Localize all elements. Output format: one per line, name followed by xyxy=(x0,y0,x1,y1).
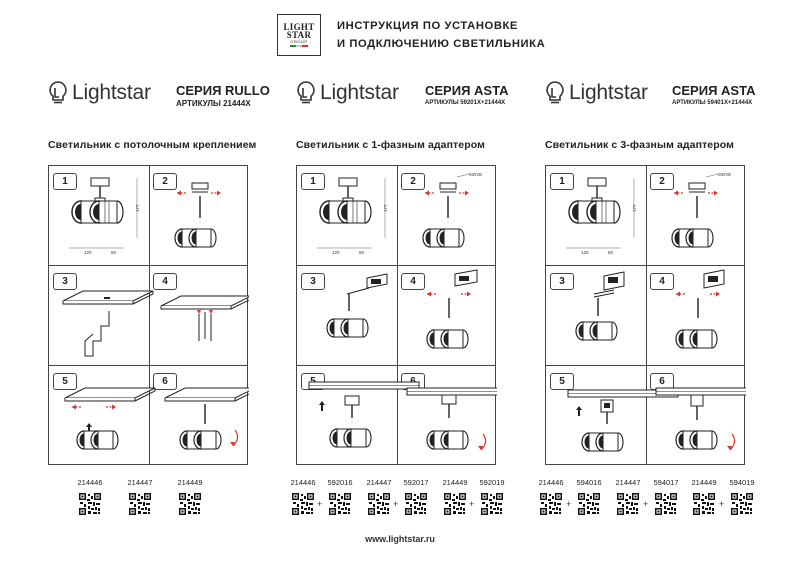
section-title-col1: Светильник с потолочным креплением xyxy=(48,139,257,151)
installation-diagrams xyxy=(297,166,497,466)
qr-code-icon[interactable] xyxy=(481,493,503,515)
series-title-col3: СЕРИЯ ASTA xyxy=(672,83,756,98)
step-badge: 1 xyxy=(301,173,325,190)
article-code: 214449 xyxy=(442,478,468,487)
articles-col3: АРТИКУЛЫ 59401X+21444X xyxy=(672,100,753,106)
lightstar-group-logo xyxy=(277,14,321,56)
move-label: MOVE xyxy=(469,172,483,177)
brand-name: Lightstar xyxy=(569,81,648,104)
instruction-grid-col1 xyxy=(48,165,248,465)
brand-logo-col2 xyxy=(296,80,399,106)
plus-sign: + xyxy=(469,499,475,509)
doc-title-line2: И ПОДКЛЮЧЕНИЮ СВЕТИЛЬНИКА xyxy=(337,38,546,50)
article-code: 214449 xyxy=(691,478,717,487)
qr-code-icon[interactable] xyxy=(329,493,351,515)
qr-code-icon[interactable] xyxy=(368,493,390,515)
plus-sign: + xyxy=(393,499,399,509)
article-code: 594016 xyxy=(576,478,602,487)
step-badge: 5 xyxy=(53,373,77,390)
qr-code-icon[interactable] xyxy=(693,493,715,515)
qr-code-icon[interactable] xyxy=(405,493,427,515)
instruction-grid-col3 xyxy=(545,165,745,465)
article-code: 214446 xyxy=(538,478,564,487)
qr-code-icon[interactable] xyxy=(179,493,201,515)
qr-code-icon[interactable] xyxy=(655,493,677,515)
move-label: MOVE xyxy=(718,172,732,177)
article-code: 592017 xyxy=(403,478,429,487)
svg-text:120: 120 xyxy=(581,250,589,255)
article-code: 592019 xyxy=(479,478,505,487)
article-code: 214447 xyxy=(615,478,641,487)
qr-code-icon[interactable] xyxy=(79,493,101,515)
bulb-icon xyxy=(48,80,68,106)
step-badge: 2 xyxy=(153,173,177,190)
articles-col1: АРТИКУЛЫ 21444X xyxy=(176,99,251,108)
brand-logo-col3 xyxy=(545,80,648,106)
article-code: 592016 xyxy=(327,478,353,487)
italian-flag-icon xyxy=(290,45,308,47)
article-code: 594019 xyxy=(729,478,755,487)
logo-text-light: LIGHT xyxy=(283,22,315,32)
svg-text:60: 60 xyxy=(359,250,365,255)
step-badge: 6 xyxy=(650,373,674,390)
step-badge: 2 xyxy=(401,173,425,190)
qr-code-icon[interactable] xyxy=(578,493,600,515)
step-badge: 4 xyxy=(401,273,425,290)
plus-sign: + xyxy=(317,499,323,509)
doc-title-line1: ИНСТРУКЦИЯ ПО УСТАНОВКЕ xyxy=(337,20,518,32)
logo-text-group: GROUP xyxy=(290,39,308,44)
step-badge: 6 xyxy=(153,373,177,390)
qr-code-icon[interactable] xyxy=(617,493,639,515)
step-badge: 3 xyxy=(550,273,574,290)
step-badge: 1 xyxy=(53,173,77,190)
installation-diagrams xyxy=(49,166,249,466)
qr-code-icon[interactable] xyxy=(444,493,466,515)
article-code: 594017 xyxy=(653,478,679,487)
step-badge: 3 xyxy=(53,273,77,290)
step-badge: 1 xyxy=(550,173,574,190)
article-code: 214446 xyxy=(290,478,316,487)
section-title-col2: Светильник с 1-фазным адаптером xyxy=(296,139,485,151)
brand-name: Lightstar xyxy=(72,81,151,104)
qr-code-icon[interactable] xyxy=(129,493,151,515)
bulb-icon xyxy=(296,80,316,106)
article-code: 214447 xyxy=(366,478,392,487)
section-title-col3: Светильник с 3-фазным адаптером xyxy=(545,139,734,151)
step-badge: 4 xyxy=(650,273,674,290)
website-link[interactable]: www.lightstar.ru xyxy=(365,534,435,544)
instruction-grid-col2 xyxy=(296,165,496,465)
svg-text:177: 177 xyxy=(383,204,388,212)
dim-width: 120 xyxy=(84,250,92,255)
plus-sign: + xyxy=(719,499,725,509)
dim-height: 177 xyxy=(135,204,140,212)
installation-diagrams xyxy=(546,166,746,466)
brand-logo-col1 xyxy=(48,80,151,106)
qr-code-icon[interactable] xyxy=(540,493,562,515)
article-code: 214447 xyxy=(127,478,153,487)
logo-text-star: STAR xyxy=(286,30,312,40)
series-title-col2: СЕРИЯ ASTA xyxy=(425,83,509,98)
brand-name: Lightstar xyxy=(320,81,399,104)
articles-col2: АРТИКУЛЫ 59201X+21444X xyxy=(425,100,506,106)
article-code: 214446 xyxy=(77,478,103,487)
step-badge: 3 xyxy=(301,273,325,290)
step-badge: 5 xyxy=(550,373,574,390)
series-title-col1: СЕРИЯ RULLO xyxy=(176,83,270,98)
svg-text:177: 177 xyxy=(632,204,637,212)
step-badge: 2 xyxy=(650,173,674,190)
step-badge: 4 xyxy=(153,273,177,290)
bulb-icon xyxy=(545,80,565,106)
plus-sign: + xyxy=(566,499,572,509)
svg-text:120: 120 xyxy=(332,250,340,255)
qr-code-icon[interactable] xyxy=(292,493,314,515)
dim-depth: 60 xyxy=(111,250,117,255)
qr-code-icon[interactable] xyxy=(731,493,753,515)
plus-sign: + xyxy=(643,499,649,509)
svg-text:60: 60 xyxy=(608,250,614,255)
article-code: 214449 xyxy=(177,478,203,487)
